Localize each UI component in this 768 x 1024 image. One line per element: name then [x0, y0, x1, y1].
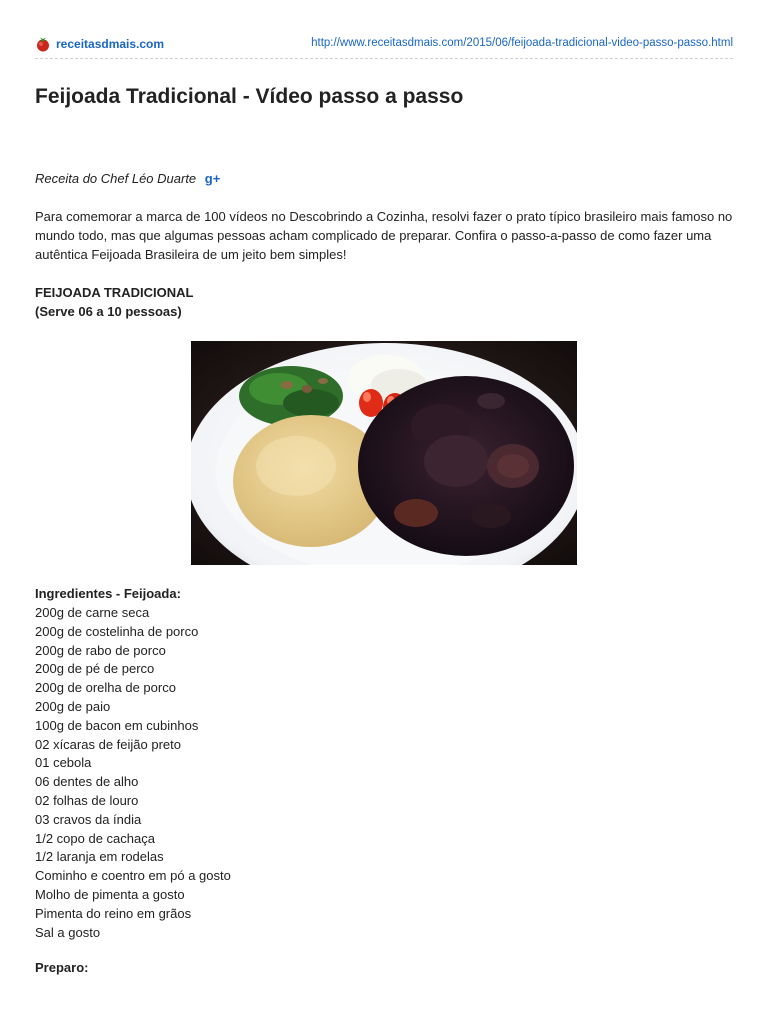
page-url-link[interactable]: http://www.receitasdmais.com/2015/06/feijoada-tradicional-video-passo-passo.html — [311, 37, 733, 49]
list-item: 1/2 copo de cachaça — [35, 830, 155, 846]
list-item: Pimenta do reino em grãos — [35, 905, 192, 921]
list-item: Cominho e coentro em pó a gosto — [35, 868, 231, 884]
list-item: 200g de orelha de porco — [35, 680, 176, 696]
site-link[interactable] — [35, 36, 164, 52]
list-item: 100g de bacon em cubinhos — [35, 717, 199, 733]
list-item: 01 cebola — [35, 755, 92, 771]
list-item: 200g de carne seca — [35, 605, 150, 620]
intro-paragraph: Para comemorar a marca de 100 vídeos no Descobrindo a Cozinha, resolvi fazer o prato típico brasileiro mais famoso no mundo todo, mas que algumas pessoas acham complicado de preparar. Confira o passo-a-passo de como fazer uma autêntica Feijoada Brasileira de um jeito bem simples! — [35, 209, 733, 262]
photo-illustration — [191, 341, 577, 565]
list-item: 02 xícaras de feijão preto — [35, 736, 181, 752]
page-title: Feijoada Tradicional - Vídeo passo a passo — [35, 85, 464, 108]
preparo-title: Preparo: — [35, 960, 89, 975]
site-name: receitasdmais.com — [56, 37, 165, 51]
ingredients-title: Ingredientes - Feijoada: — [35, 586, 181, 601]
list-item: 200g de costelinha de porco — [35, 623, 199, 639]
tomato-logo-icon — [35, 36, 51, 52]
page-header — [35, 34, 733, 59]
list-item: 200g de paio — [35, 698, 111, 714]
list-item: Sal a gosto — [35, 924, 101, 940]
byline-text: Receita do Chef Léo Duarte — [35, 171, 197, 186]
list-item: 1/2 laranja em rodelas — [35, 849, 164, 865]
gplus-link[interactable]: g+ — [204, 171, 221, 186]
byline — [35, 171, 220, 186]
recipe-serves: (Serve 06 a 10 pessoas) — [35, 304, 182, 319]
list-item: 06 dentes de alho — [35, 774, 139, 790]
recipe-heading — [35, 283, 193, 321]
list-item: 03 cravos da índia — [35, 811, 142, 827]
feijoada-plate-photo — [191, 341, 577, 565]
list-item: 02 folhas de louro — [35, 792, 139, 808]
list-item: 200g de pé de perco — [35, 661, 155, 677]
ingredients-list — [35, 604, 231, 942]
list-item: Molho de pimenta a gosto — [35, 886, 185, 902]
recipe-name: FEIJOADA TRADICIONAL — [35, 285, 194, 300]
list-item: 200g de rabo de porco — [35, 642, 166, 658]
